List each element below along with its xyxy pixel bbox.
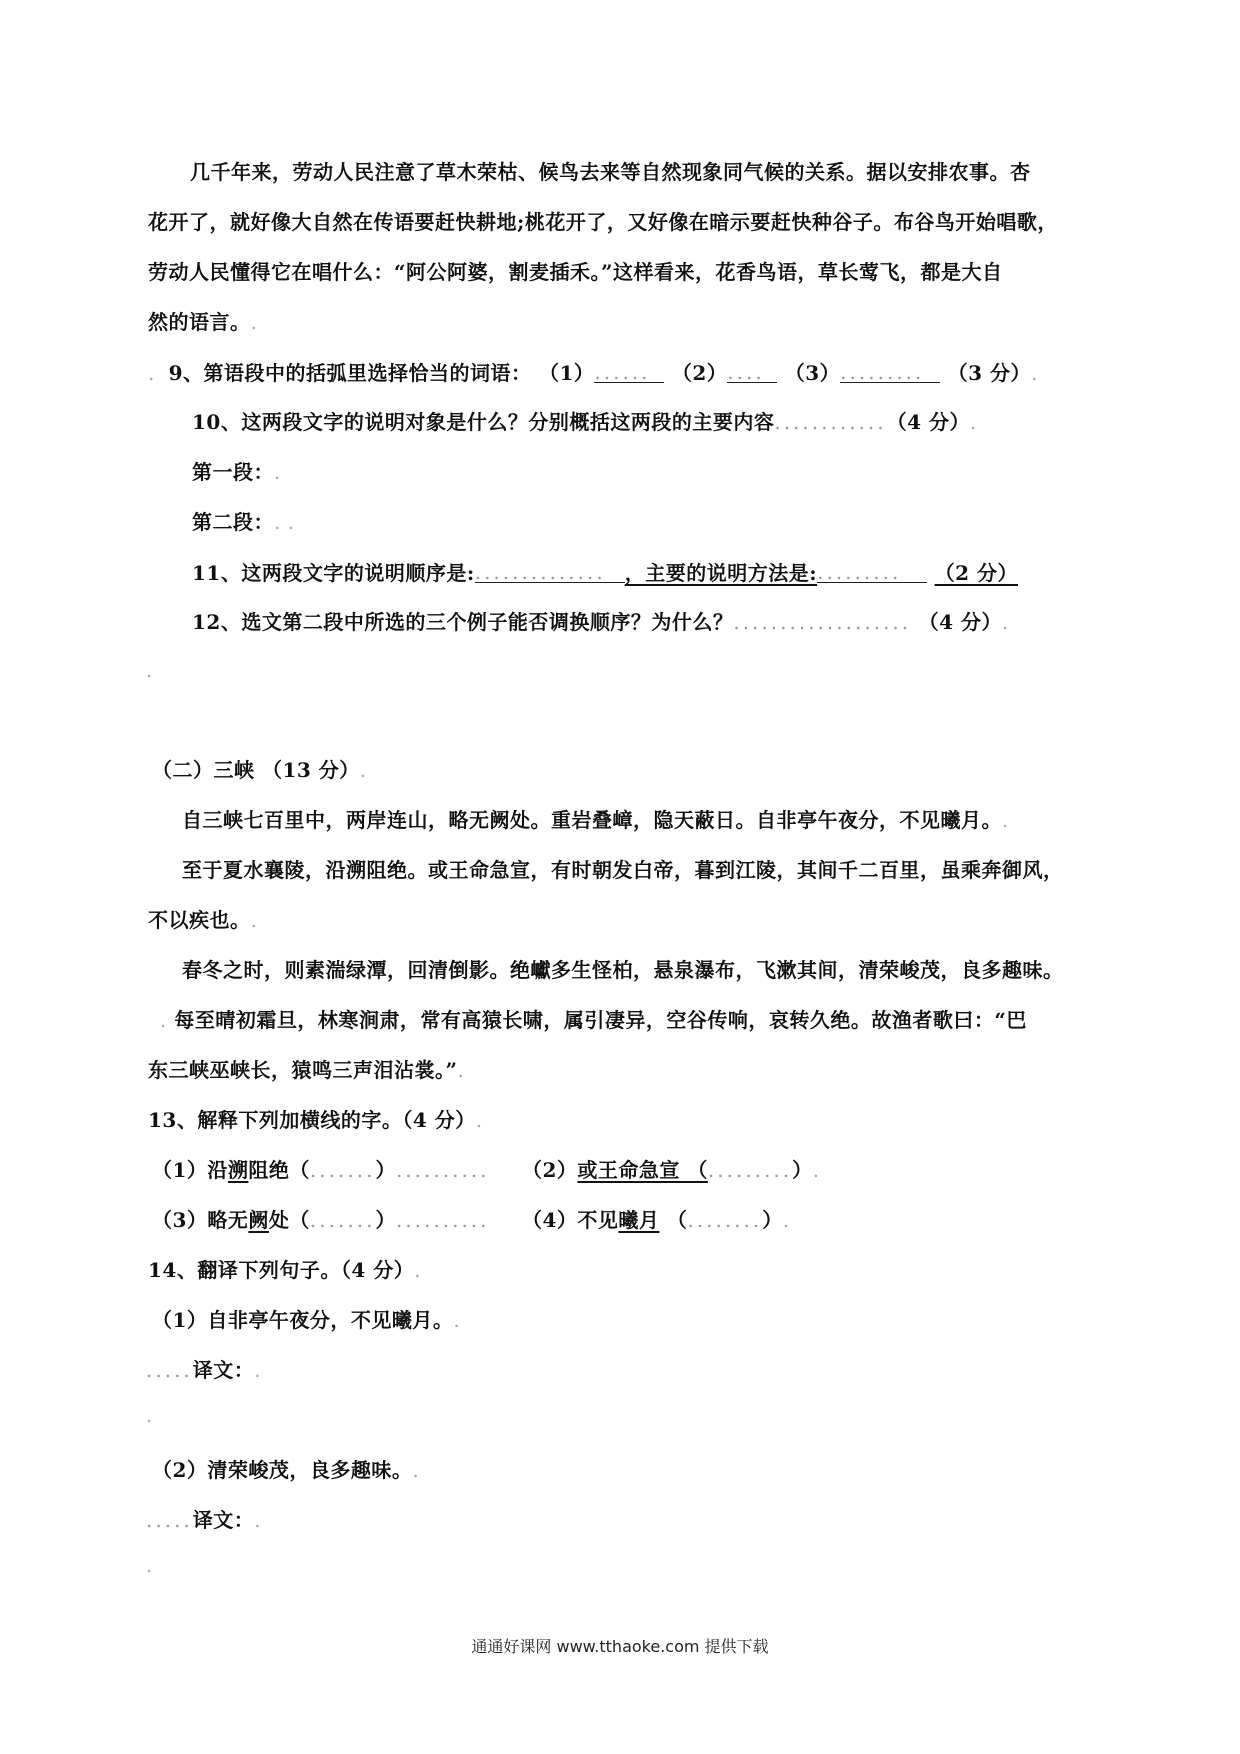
q14-sentence-1: （1）自非亭午夜分，不见曦月。. bbox=[152, 1308, 461, 1332]
q13-item-2: （2）或王命急宣 （.........）. bbox=[522, 1158, 820, 1182]
answer-blank-9-1[interactable]: ...... bbox=[594, 362, 664, 383]
answer-blank-13-3[interactable]: ....... bbox=[309, 1208, 376, 1232]
question-10: 10、这两段文字的说明对象是什么？分别概括这两段的主要内容............（4 分）. bbox=[192, 410, 977, 434]
answer-blank-13-4[interactable]: ........ bbox=[687, 1208, 763, 1232]
question-12: 12、选文第二段中所选的三个例子能否调换顺序？为什么？................... （4 分）. bbox=[192, 610, 1009, 634]
sanxia-line-1: 自三峡七百里中，两岸连山，略无阙处。重岩叠嶂，隐天蔽日。自非亭午夜分，不见曦月。. bbox=[182, 808, 1009, 832]
sanxia-line-4: 春冬之时，则素湍绿潭，回清倒影。绝巘多生怪柏，悬泉瀑布，飞漱其间，清荣峻茂，良多趣味。 bbox=[182, 958, 1064, 982]
q14-translation-2[interactable]: .....译文：. bbox=[146, 1508, 262, 1532]
dot-mark: . bbox=[146, 1553, 153, 1577]
q13-item-3: （3）略无阙处（.......）.......... bbox=[152, 1208, 490, 1232]
q14-translation-1[interactable]: .....译文：. bbox=[146, 1358, 262, 1382]
dot-mark: . bbox=[146, 1403, 153, 1427]
sanxia-line-6: 东三峡巫峡长，猿鸣三声泪沾裳。”. bbox=[148, 1058, 465, 1082]
section-1-label: 第一段：. bbox=[192, 460, 281, 484]
q13-item-4: （4）不见曦月 （........）. bbox=[522, 1208, 790, 1232]
q14-sentence-2: （2）清荣峻茂，良多趣味。. bbox=[152, 1458, 420, 1482]
question-14: 14、翻译下列句子。（4 分）. bbox=[148, 1258, 422, 1282]
answer-blank-11-2[interactable]: ......... bbox=[817, 562, 927, 583]
sanxia-line-2: 至于夏水襄陵，沿溯阻绝。或王命急宣，有时朝发白帝，暮到江陵，其间千二百里，虽乘奔御风， bbox=[182, 858, 1064, 882]
answer-blank-9-3[interactable]: ......... bbox=[840, 362, 940, 383]
question-13: 13、解释下列加横线的字。（4 分）. bbox=[148, 1108, 483, 1132]
paragraph-line-2: 花开了，就好像大自然在传语要赶快耕地;桃花开了，又好像在暗示要赶快种谷子。布谷鸟开始唱歌， bbox=[148, 210, 1058, 234]
paragraph-line-3: 劳动人民懂得它在唱什么：“阿公阿婆，割麦插禾。”这样看来，花香鸟语，草长莺飞，都是大自 bbox=[148, 260, 1003, 284]
answer-blank-13-2[interactable]: ......... bbox=[707, 1158, 793, 1182]
sanxia-line-5: . 每至晴初霜旦，林寒涧肃，常有高猿长啸，属引凄异，空谷传响，哀转久绝。故渔者歌曰：“巴 bbox=[160, 1008, 1027, 1032]
paragraph-line-4: 然的语言。. bbox=[148, 310, 258, 334]
answer-blank-13-1[interactable]: ....... bbox=[309, 1158, 376, 1182]
section-2-title: （二）三峡 （13 分）. bbox=[152, 758, 367, 782]
sanxia-line-3: 不以疾也。. bbox=[148, 908, 258, 932]
paragraph-line-1: 几千年来，劳动人民注意了草木荣枯、候鸟去来等自然现象同气候的关系。据以安排农事。杏 bbox=[190, 160, 1031, 184]
question-11: 11、这两段文字的说明顺序是:.............. ，主要的说明方法是:......... （2 分） bbox=[192, 560, 1018, 585]
q13-item-1: （1）沿溯阻绝（.......）.......... bbox=[152, 1158, 490, 1182]
section-2-label: 第二段：. . bbox=[192, 510, 295, 534]
dot-mark: . bbox=[146, 658, 153, 682]
answer-blank-9-2[interactable]: .... bbox=[727, 362, 777, 383]
answer-blank-11-1[interactable]: .............. bbox=[475, 562, 625, 583]
footer-text: 通通好课网 www.tthaoke.com 提供下载 bbox=[471, 1637, 769, 1656]
question-9: . 9、第语段中的括弧里选择恰当的词语： （1）...... （2）.... （3）......... （3 分）. bbox=[148, 360, 1038, 385]
